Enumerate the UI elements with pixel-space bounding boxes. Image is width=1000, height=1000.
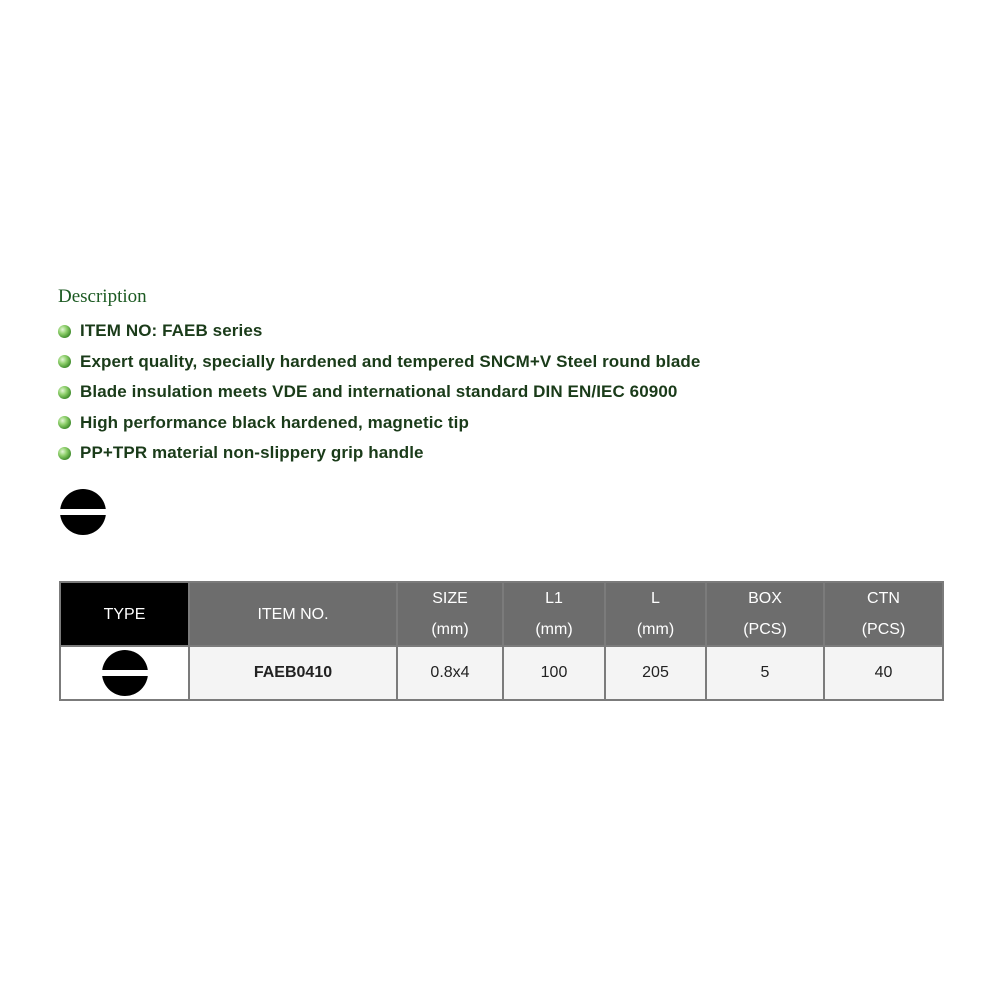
slotted-tip-icon bbox=[60, 489, 106, 535]
header-item-no: ITEM NO. bbox=[189, 582, 397, 646]
ctn-cell: 40 bbox=[824, 646, 943, 700]
feature-text: ITEM NO: FAEB series bbox=[80, 321, 263, 341]
type-cell bbox=[60, 646, 189, 700]
size-cell: 0.8x4 bbox=[397, 646, 503, 700]
feature-text: PP+TPR material non-slippery grip handle bbox=[80, 443, 424, 463]
slotted-tip-icon bbox=[102, 650, 148, 696]
table-header-row bbox=[60, 582, 943, 646]
header-ctn: CTN (PCS) bbox=[824, 582, 943, 646]
header-l1: L1 (mm) bbox=[503, 582, 605, 646]
bullet-icon bbox=[58, 325, 71, 338]
table-row bbox=[60, 646, 943, 700]
feature-item bbox=[58, 316, 700, 347]
bullet-icon bbox=[58, 447, 71, 460]
l-cell: 205 bbox=[605, 646, 706, 700]
feature-item bbox=[58, 408, 700, 439]
box-cell: 5 bbox=[706, 646, 824, 700]
header-l: L (mm) bbox=[605, 582, 706, 646]
item-no-cell: FAEB0410 bbox=[189, 646, 397, 700]
feature-list bbox=[58, 316, 700, 469]
description-heading: Description bbox=[58, 286, 147, 307]
feature-text: Blade insulation meets VDE and international standard DIN EN/IEC 60900 bbox=[80, 382, 678, 402]
header-type: TYPE bbox=[60, 582, 189, 646]
bullet-icon bbox=[58, 386, 71, 399]
feature-item bbox=[58, 438, 700, 469]
bullet-icon bbox=[58, 416, 71, 429]
header-size: SIZE (mm) bbox=[397, 582, 503, 646]
bullet-icon bbox=[58, 355, 71, 368]
feature-text: High performance black hardened, magnetic tip bbox=[80, 412, 469, 432]
feature-item bbox=[58, 347, 700, 378]
l1-cell: 100 bbox=[503, 646, 605, 700]
spec-table bbox=[59, 581, 944, 701]
header-box: BOX (PCS) bbox=[706, 582, 824, 646]
feature-text: Expert quality, specially hardened and tempered SNCM+V Steel round blade bbox=[80, 351, 701, 371]
feature-item bbox=[58, 377, 700, 408]
